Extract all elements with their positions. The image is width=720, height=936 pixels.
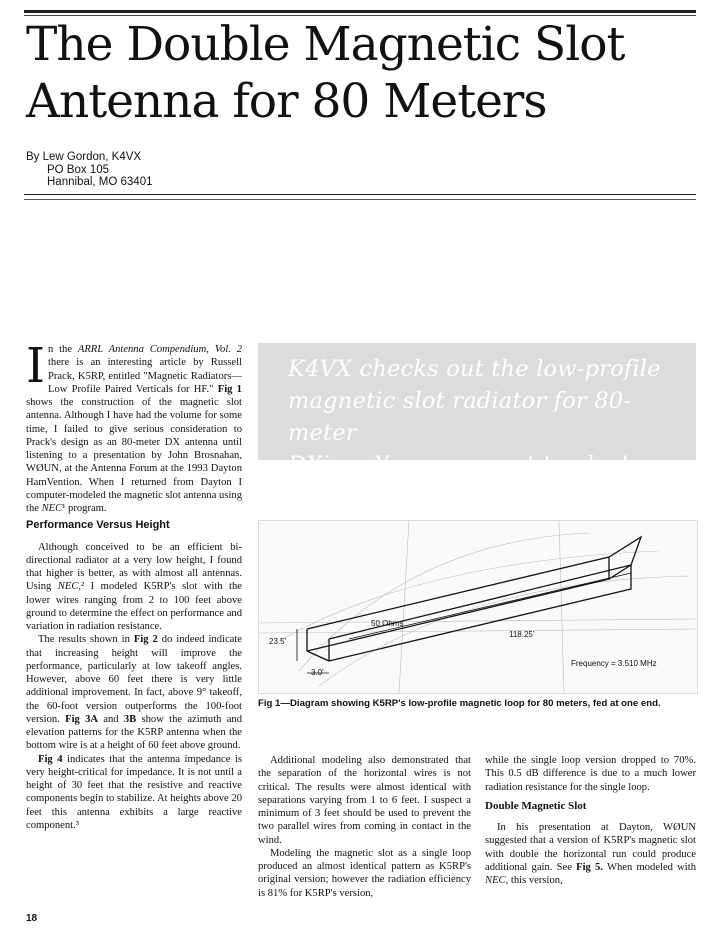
byline-rule-thin bbox=[24, 199, 696, 200]
paragraph-intro: In the ARRL Antenna Compendium, Vol. 2 there is an interesting article by Russell Prack, K5RP, entitled "Magnetic Radiators—Low Profile Paired Verticals for HF." Fig 1 shows the construction of the magnetic slot antenna. Although I have had the volume for some time, I failed to give serious consideration to Prack's design as an 80-meter DX antenna until listening to a presentation by John Brosnahan, WØUN, at the Antenna Forum at the 1993 Dayton HamVention. When I returned from Dayton I computer-modeled the magnetic slot antenna using the NEC¹ program. bbox=[26, 338, 243, 514]
drop-cap: I bbox=[26, 338, 45, 394]
paragraph: Although conceived to be an efficient bi-directional radiator at a very low height, I found that higher is better, as with almost all antennas. Using NEC,² I modeled K5RP's slot with the lower wires ranging from 2 to 100 feet above ground to determine the effect on performance and variation in radiation resistance. bbox=[26, 541, 242, 632]
address-line-2: Hannibal, MO 63401 bbox=[47, 176, 153, 188]
paragraph: Modeling the magnetic slot as a single loop produced an almost identical pattern as K5RP's original version; however the radiation efficiency is 81% for K5RP's version, bbox=[258, 847, 471, 899]
section-heading: Double Magnetic Slot bbox=[485, 799, 587, 812]
paragraph: Fig 4 indicates that the antenna impedance is very height-critical for impedance. It is not until a height of 30 feet that the resistive and reactive components begin to stabilize. At heights above 20 feet this antenna exhibits a large reactive component.³ bbox=[26, 753, 242, 831]
column-3 bbox=[485, 754, 696, 887]
title-line-2: Antenna for 80 Meters bbox=[26, 74, 547, 129]
feedpoint-label: 50 Ohms bbox=[371, 619, 404, 628]
paragraph: Additional modeling also demonstrated that the separation of the horizontal wires is not critical. The results were almost identical with separations varying from 1 to 6 feet. I suspect a minimum of 3 feet should be used to prevent the two parallel wires from coming in contact in the wind. bbox=[258, 755, 471, 846]
figure-caption: Fig 1—Diagram showing K5RP's low-profile magnetic loop for 80 meters, fed at one end. bbox=[258, 698, 661, 709]
paragraph: The results shown in Fig 2 do indeed indicate that increasing height will improve the performance, particularly at low takeoff angles. However, above 60 feet there is very little additional improvement. In fact, above 9° takeoff, the 60-foot version outperforms the 100-foot version. Fig 3A and 3B show the azimuth and elevation patterns for the K5RP antenna when the bottom wire is at a height of 60 feet above ground. bbox=[26, 634, 243, 752]
paragraph: while the single loop version dropped to 70%. This 0.5 dB difference is due to a much lower radiation resistance for the single loop. bbox=[485, 755, 696, 793]
byline-rule bbox=[24, 194, 696, 195]
height-dimension-label: 23.5' bbox=[269, 637, 287, 646]
address-line-1: PO Box 105 bbox=[47, 163, 110, 176]
byline: By Lew Gordon, K4VX bbox=[26, 151, 142, 163]
length-dimension-label: 118.25' bbox=[509, 630, 535, 639]
byline-block bbox=[26, 151, 152, 189]
figure-1 bbox=[258, 520, 698, 694]
pull-quote-text: K4VX checks out the low-profile magnetic slot radiator for 80-meter DXing. You may want to also! bbox=[288, 356, 661, 478]
top-rule bbox=[24, 10, 696, 13]
article-title bbox=[26, 16, 686, 130]
separation-dimension-label: 3.0' bbox=[311, 668, 324, 677]
frequency-label: Frequency = 3.510 MHz bbox=[571, 659, 657, 668]
page-number: 18 bbox=[26, 913, 38, 924]
paragraph: In his presentation at Dayton, WØUN suggested that a version of K5RP's magnetic slot with double the horizontal run could produce additional gain. See Fig 5. When modeled with NEC, this version, bbox=[485, 822, 696, 886]
column-1 bbox=[26, 338, 243, 832]
title-line-1: The Double Magnetic Slot bbox=[26, 17, 625, 72]
section-heading: Performance Versus Height bbox=[26, 519, 170, 532]
pull-quote bbox=[258, 343, 696, 478]
column-2 bbox=[258, 754, 471, 900]
